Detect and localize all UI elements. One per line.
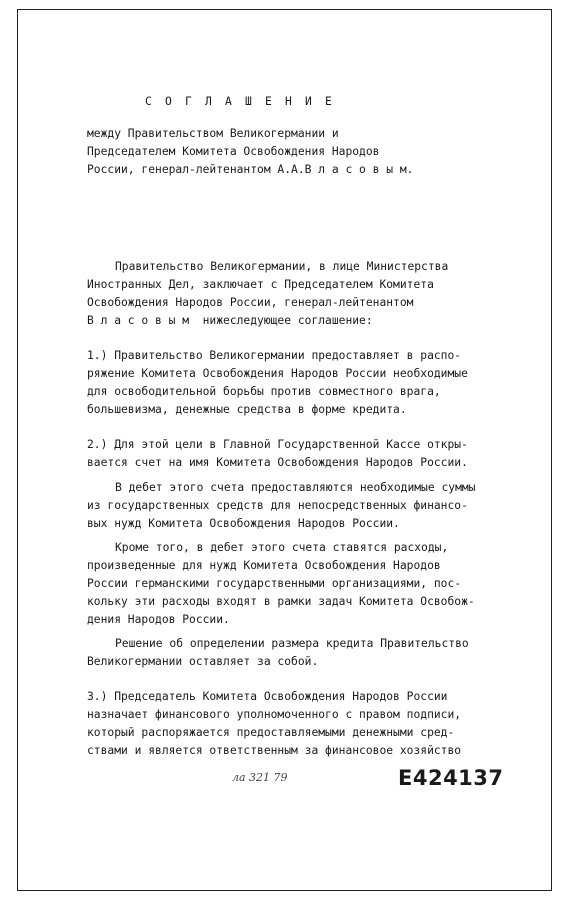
paragraph-2c-line: Великогермании оставляет за собой. [87,655,319,668]
paragraph-1-line: для освободительной борьбы против совместного врага, [87,385,441,398]
paragraph-2a-line: В дебет этого счета предоставляются необходимые суммы [115,481,476,494]
subtitle-line: России, генерал-лейтенантом А.А.В л а с о в ы м. [87,163,414,176]
paragraph-2a-line: из государственных средств для непосредственных финансо- [87,499,468,512]
paragraph-1-line: ряжение Комитета Освобождения Народов России необходимые [87,367,468,380]
paragraph-2-line: 2.) Для этой цели в Главной Государственной Кассе откры- [87,438,468,451]
paragraph-2b-line: России германскими государственными организациями, пос- [87,577,462,590]
document-title: С О Г Л А Ш Е Н И Е [145,95,336,108]
paragraph-3-line: 3.) Председатель Комитета Освобождения Народов России [87,690,448,703]
paragraph-1-line: большевизма, денежные средства в форме кредита. [87,403,407,416]
subtitle-line: между Правительством Великогермании и [87,127,339,140]
paragraph-3-line: который распоряжается предоставляемыми денежными сред- [87,726,455,739]
paragraph-2c-line: Решение об определении размера кредита Правительство [115,637,469,650]
paragraph-3-line: ствами и является ответственным за финансовое хозяйство [87,744,462,757]
paragraph-3-line: назначает финансового уполномоченного с правом подписи, [87,708,462,721]
subtitle-line: Председателем Комитета Освобождения Народов [87,145,380,158]
paragraph-2b-line: кольку эти расходы входят в рамки задач Комитета Освобож- [87,595,475,608]
paragraph-2-line: вается счет на имя Комитета Освобождения Народов России. [87,456,468,469]
intro-line: Освобождения Народов России, генерал-лейтенантом [87,296,414,309]
paragraph-2b-line: произведенные для нужд Комитета Освобождения Народов [87,559,441,572]
paragraph-2a-line: вых нужд Комитета Освобождения Народов России. [87,517,400,530]
paragraph-2b-line: дения Народов России. [87,613,230,626]
archive-number: E424137 [398,766,504,790]
paragraph-1-line: 1.) Правительство Великогермании предоставляет в распо- [87,349,462,362]
handwritten-note: ла 321 79 [232,771,288,784]
intro-line: В л а с о в ы м нижеследующее соглашение: [87,314,373,327]
intro-line: Иностранных Дел, заключает с Председателем Комитета [87,278,434,291]
intro-line: Правительство Великогермании, в лице Министерства [115,260,449,273]
paragraph-2b-line: Кроме того, в дебет этого счета ставятся расходы, [115,541,449,554]
